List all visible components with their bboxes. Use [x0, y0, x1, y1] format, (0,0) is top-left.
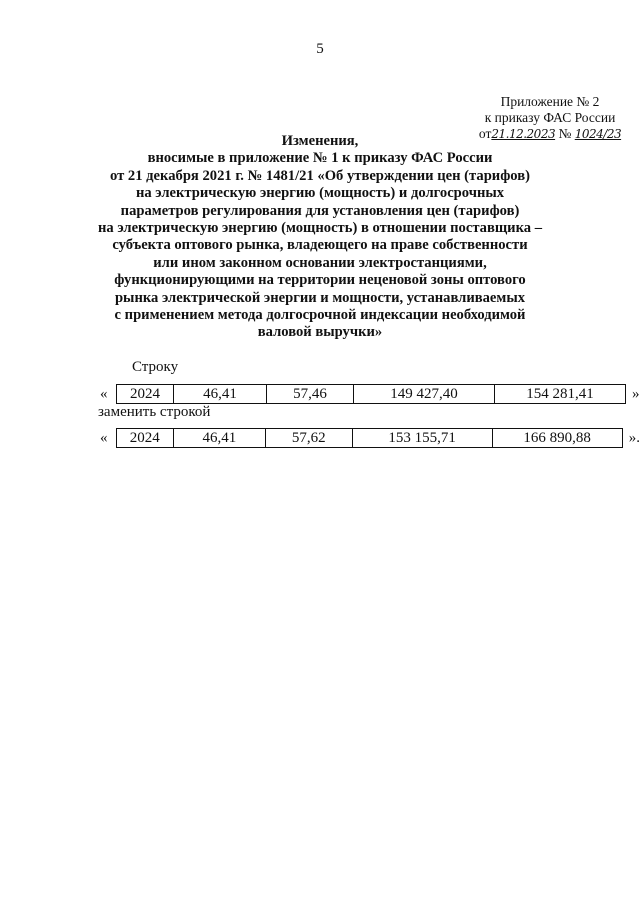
title-line: вносимые в приложение № 1 к приказу ФАС России — [147, 150, 493, 167]
cell-year: 2024 — [116, 429, 173, 448]
title-line: на электрическую энергию (мощность) в отношении поставщика – — [98, 220, 542, 237]
title-line: рынка электрической энергии и мощности, устанавливаемых — [114, 289, 526, 306]
cell-value: 46,41 — [174, 385, 267, 404]
appendix-title: Приложение № 2 — [500, 94, 600, 109]
title-line: валовой выручки» — [257, 324, 383, 341]
title-line: от 21 декабря 2021 г. № 1481/21 «Об утверждении цен (тарифов) — [110, 167, 530, 184]
cell-value: 149 427,40 — [354, 385, 495, 404]
title-line: на электрическую энергию (мощность) и долгосрочных — [135, 185, 505, 202]
date-prefix: от — [478, 126, 492, 141]
title-line: параметров регулирования для установления цен (тарифов) — [120, 202, 520, 219]
cell-year: 2024 — [117, 385, 174, 404]
handwritten-order-number: 1024/23 — [574, 127, 622, 141]
appendix-order-ref: к приказу ФАС России — [484, 110, 616, 125]
cell-value: 153 155,71 — [352, 429, 492, 448]
quote-close: ». — [628, 429, 640, 446]
new-row — [100, 427, 640, 449]
cell-value: 166 890,88 — [492, 429, 622, 448]
new-row-table — [116, 428, 623, 448]
old-row-table — [116, 384, 626, 404]
cell-value: 57,46 — [267, 385, 354, 404]
document-title — [95, 133, 545, 342]
page-number: 5 — [316, 41, 324, 57]
title-line: Изменения, — [281, 133, 359, 149]
new-row-label: заменить строкой — [98, 404, 211, 420]
cell-value: 57,62 — [266, 429, 352, 448]
quote-close: » — [632, 385, 640, 402]
title-line: или ином законном основании электростанциями, — [153, 254, 487, 271]
title-line: функционирующими на территории неценовой зоны оптового — [114, 272, 526, 289]
title-line: с применением метода долгосрочной индексации необходимой — [114, 307, 526, 324]
old-row-label: Строку — [132, 359, 179, 375]
title-line: субъекта оптового рынка, владеющего на праве собственности — [112, 237, 528, 254]
handwritten-date: 21.12.2023 — [491, 127, 556, 141]
quote-open: « — [100, 385, 108, 402]
cell-value: 154 281,41 — [495, 385, 626, 404]
cell-value: 46,41 — [173, 429, 265, 448]
old-row — [100, 383, 640, 405]
number-prefix: № — [558, 126, 572, 141]
quote-open: « — [100, 429, 108, 446]
